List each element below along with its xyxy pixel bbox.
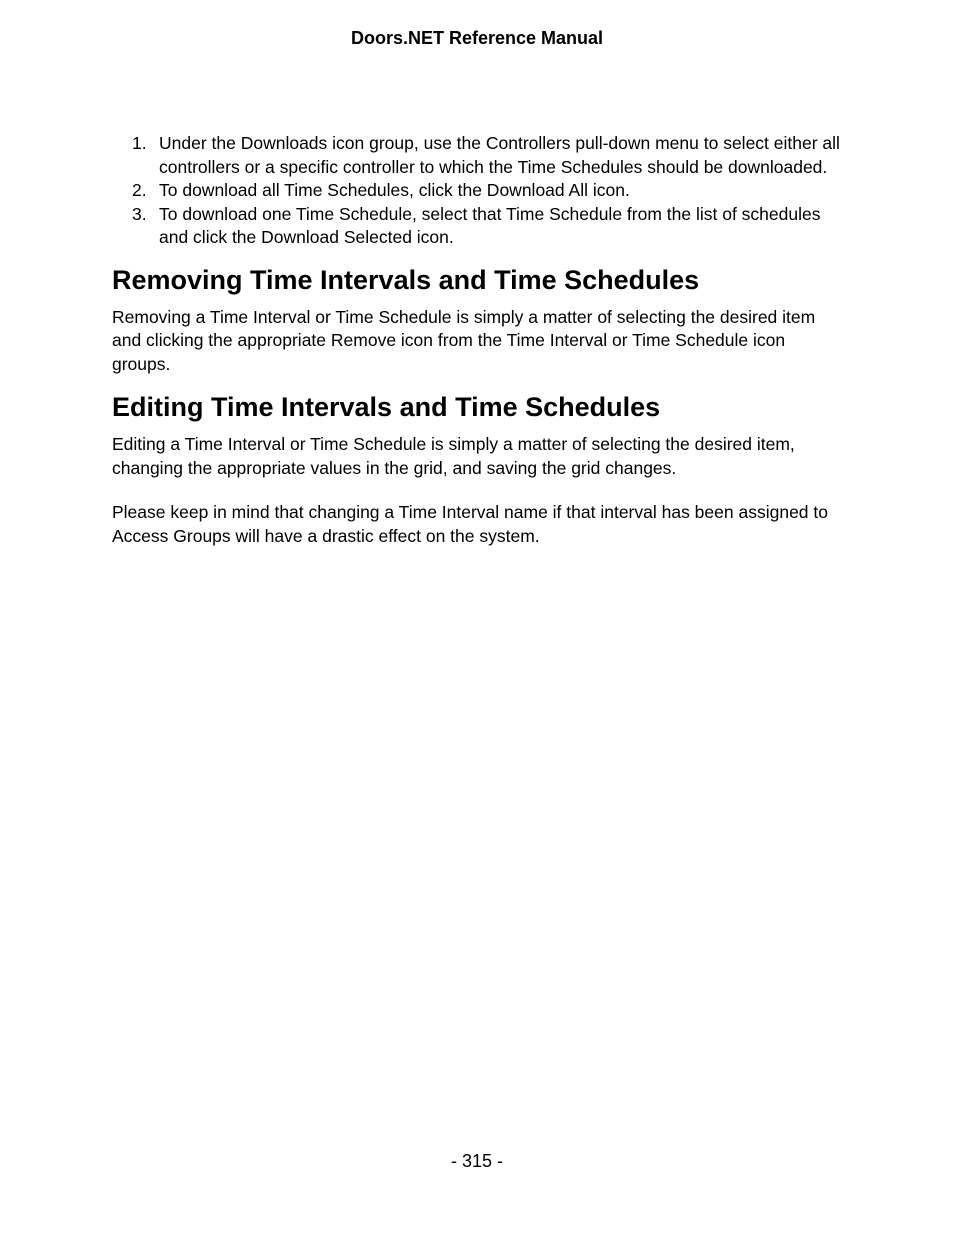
editing-section-heading: Editing Time Intervals and Time Schedules (112, 392, 661, 422)
step-number: 2. (132, 180, 147, 200)
editing-paragraph: Editing a Time Interval or Time Schedule is simply a matter of selecting the desired item, changing the appropriate values in the grid, and saving the grid changes. (112, 434, 795, 478)
step-number: 3. (132, 203, 147, 224)
step-text: To download one Time Schedule, select that Time Schedule from the list of schedules and click the Download Selected icon. (159, 203, 821, 247)
step-number: 1. (132, 133, 147, 153)
page-number: - 315 - (450, 1151, 504, 1171)
editing-warning-paragraph: Please keep in mind that changing a Time Interval name if that interval has been assigned to Access Groups will have a drastic effect on the system. (112, 502, 828, 546)
step-text: To download all Time Schedules, click the Download All icon. (159, 180, 630, 200)
removing-paragraph: Removing a Time Interval or Time Schedule is simply a matter of selecting the desired item and clicking the appropriate Remove icon from the Time Interval or Time Schedule icon groups. (112, 306, 816, 374)
list-item (112, 203, 847, 250)
removing-section-heading: Removing Time Intervals and Time Schedules (112, 264, 700, 295)
list-item (112, 132, 847, 179)
list-item (112, 179, 847, 203)
page-content (112, 132, 847, 548)
step-text: Under the Downloads icon group, use the Controllers pull-down menu to select either all controllers or a specific controller to which the Time Schedules should be downloaded. (159, 133, 840, 177)
download-steps-list (112, 132, 847, 250)
page-header-title: Doors.NET Reference Manual (350, 28, 604, 48)
